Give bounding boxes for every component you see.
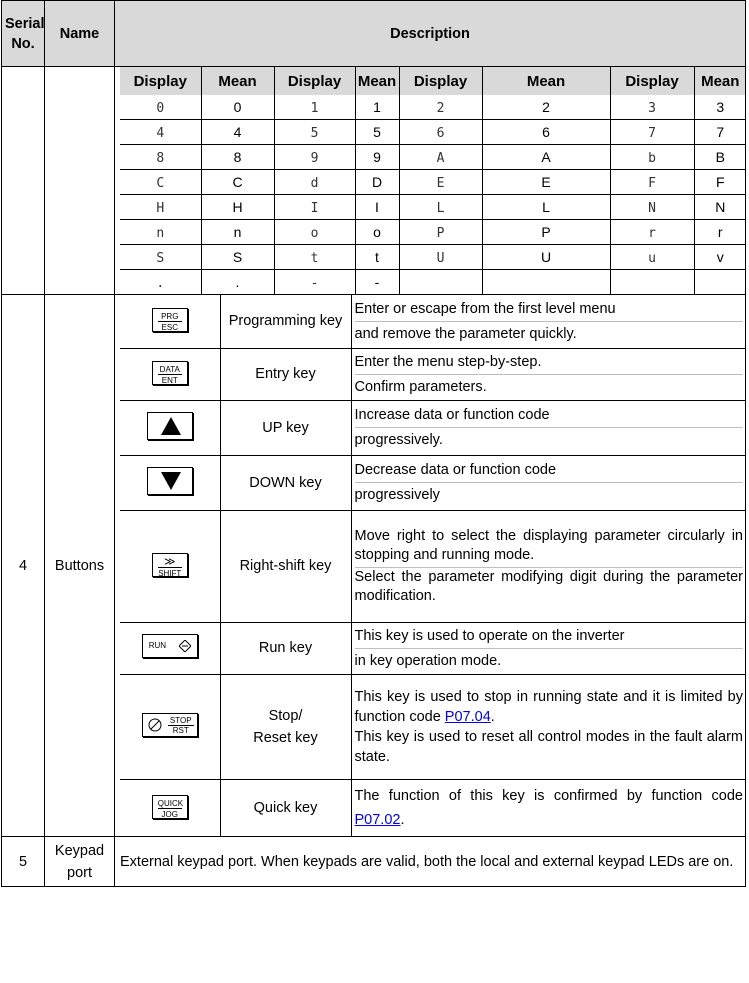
display-cell: L xyxy=(399,195,482,220)
stop-rst-key-icon: STOP RST xyxy=(142,713,198,737)
display-cell: 1 xyxy=(274,95,355,120)
mean-cell: I xyxy=(355,195,399,220)
display-row xyxy=(120,195,746,220)
key-icon-cell xyxy=(120,348,220,400)
display-cell: N xyxy=(610,195,694,220)
mean-cell: B xyxy=(694,145,746,170)
empty-serial-cell xyxy=(2,67,45,295)
header-serial-no: Serial No. xyxy=(2,1,45,67)
display-cell: - xyxy=(274,270,355,295)
empty-name-cell xyxy=(45,67,115,295)
mean-cell: A xyxy=(482,145,610,170)
mean-cell: S xyxy=(201,245,274,270)
display-cell: I xyxy=(274,195,355,220)
display-cell: . xyxy=(120,270,201,295)
key-desc-entry: Enter the menu step-by-step. Confirm parameters. xyxy=(351,348,746,400)
key-icon-cell xyxy=(120,455,220,510)
mean-cell: 8 xyxy=(201,145,274,170)
display-cell: 5 xyxy=(274,120,355,145)
key-row-up xyxy=(120,400,746,455)
mean-header: Mean xyxy=(201,67,274,95)
display-cell: 0 xyxy=(120,95,201,120)
mean-cell: L xyxy=(482,195,610,220)
key-desc-quick: The function of this key is confirmed by function code P07.02. xyxy=(351,779,746,836)
key-row-quick xyxy=(120,779,746,836)
display-cell: n xyxy=(120,220,201,245)
down-arrow-icon xyxy=(147,467,193,495)
display-header: Display xyxy=(120,67,201,95)
prg-esc-key-icon: $\frac{\text{PRG}}{\text{ESC}}$ xyxy=(152,308,188,332)
display-cell: 8 xyxy=(120,145,201,170)
display-cell: r xyxy=(610,220,694,245)
run-key-icon: RUN xyxy=(142,634,198,658)
mean-header: Mean xyxy=(482,67,610,95)
display-cell: E xyxy=(399,170,482,195)
key-icon-cell xyxy=(120,510,220,622)
key-name-down: DOWN key xyxy=(220,455,351,510)
key-row-stop xyxy=(120,674,746,779)
display-cell: 3 xyxy=(610,95,694,120)
shift-key-icon: $\frac{≫}{\text{SHIFT}}$ xyxy=(152,553,188,577)
keypad-port-description: External keypad port. When keypads are valid, both the local and external keypad LEDs are on. xyxy=(115,837,746,887)
mean-header: Mean xyxy=(355,67,399,95)
display-row xyxy=(120,270,746,295)
serial-5: 5 xyxy=(2,837,45,887)
key-desc-down: Decrease data or function code progressively xyxy=(351,455,746,510)
mean-cell xyxy=(482,270,610,295)
display-cell: S xyxy=(120,245,201,270)
quick-jog-key-icon: $\frac{\text{QUICK}}{\text{JOG}}$ xyxy=(152,795,188,819)
mean-cell: 5 xyxy=(355,120,399,145)
mean-cell: . xyxy=(201,270,274,295)
key-desc-up: Increase data or function code progressively. xyxy=(351,400,746,455)
mean-cell: 9 xyxy=(355,145,399,170)
mean-cell: v xyxy=(694,245,746,270)
display-cell: 4 xyxy=(120,120,201,145)
key-icon-cell xyxy=(120,779,220,836)
mean-cell: N xyxy=(694,195,746,220)
display-cell: t xyxy=(274,245,355,270)
link-p07-04[interactable]: P07.04 xyxy=(444,708,491,725)
buttons-table xyxy=(120,295,746,836)
key-desc-stop: This key is used to stop in running state and it is limited by function code P07.04. This key is used to reset all control modes in the fault alarm state. xyxy=(351,674,746,779)
diamond-icon xyxy=(179,640,191,652)
key-name-run: Run key xyxy=(220,622,351,674)
mean-cell: C xyxy=(201,170,274,195)
data-ent-key-icon: $\frac{\text{DATA}}{\text{ENT}}$ xyxy=(152,361,188,385)
display-header: Display xyxy=(399,67,482,95)
link-p07-02[interactable]: P07.02 xyxy=(354,811,401,828)
mean-cell: 6 xyxy=(482,120,610,145)
key-icon-cell xyxy=(120,674,220,779)
display-row xyxy=(120,245,746,270)
key-icon-cell xyxy=(120,400,220,455)
display-cell: A xyxy=(399,145,482,170)
mean-cell: U xyxy=(482,245,610,270)
key-desc-shift: Move right to select the displaying parameter circularly in stopping and running mode. Select the parameter modifying digit during the parameter modification. xyxy=(351,510,746,622)
name-buttons: Buttons xyxy=(45,295,115,837)
mean-cell: 0 xyxy=(201,95,274,120)
key-row-programming xyxy=(120,295,746,348)
mean-header: Mean xyxy=(694,67,746,95)
header-description: Description xyxy=(115,1,746,67)
mean-cell: t xyxy=(355,245,399,270)
display-row xyxy=(120,220,746,245)
key-icon-cell xyxy=(120,295,220,348)
key-row-shift xyxy=(120,510,746,622)
key-desc-programming: Enter or escape from the first level menu and remove the parameter quickly. xyxy=(351,295,746,348)
mean-cell: 7 xyxy=(694,120,746,145)
key-name-up: UP key xyxy=(220,400,351,455)
up-arrow-icon xyxy=(147,412,193,440)
mean-cell: 3 xyxy=(694,95,746,120)
display-cell: C xyxy=(120,170,201,195)
display-row xyxy=(120,120,746,145)
header-name: Name xyxy=(45,1,115,67)
keypad-description-table xyxy=(1,0,746,887)
display-cell: d xyxy=(274,170,355,195)
mean-cell: H xyxy=(201,195,274,220)
key-name-stop: Stop/ Reset key xyxy=(220,674,351,779)
display-cell: o xyxy=(274,220,355,245)
mean-cell: D xyxy=(355,170,399,195)
key-icon-cell xyxy=(120,622,220,674)
mean-cell: 4 xyxy=(201,120,274,145)
display-cell: 6 xyxy=(399,120,482,145)
display-row xyxy=(120,145,746,170)
display-cell: 2 xyxy=(399,95,482,120)
buttons-cell xyxy=(115,295,746,837)
display-header: Display xyxy=(610,67,694,95)
display-row xyxy=(120,95,746,120)
display-cell: P xyxy=(399,220,482,245)
key-name-shift: Right-shift key xyxy=(220,510,351,622)
display-row xyxy=(120,170,746,195)
key-name-programming: Programming key xyxy=(220,295,351,348)
serial-4: 4 xyxy=(2,295,45,837)
key-row-entry xyxy=(120,348,746,400)
key-desc-run: This key is used to operate on the inverter in key operation mode. xyxy=(351,622,746,674)
display-cell: H xyxy=(120,195,201,220)
key-name-quick: Quick key xyxy=(220,779,351,836)
display-header: Display xyxy=(274,67,355,95)
display-cell xyxy=(610,270,694,295)
name-keypad-port: Keypad port xyxy=(45,837,115,887)
mean-cell: o xyxy=(355,220,399,245)
mean-cell: E xyxy=(482,170,610,195)
mean-cell xyxy=(694,270,746,295)
mean-cell: r xyxy=(694,220,746,245)
display-cell: U xyxy=(399,245,482,270)
display-table-cell xyxy=(115,67,746,295)
key-row-down xyxy=(120,455,746,510)
key-row-run xyxy=(120,622,746,674)
mean-cell: - xyxy=(355,270,399,295)
stop-icon xyxy=(148,718,162,732)
mean-cell: n xyxy=(201,220,274,245)
key-name-entry: Entry key xyxy=(220,348,351,400)
mean-cell: 2 xyxy=(482,95,610,120)
mean-cell: F xyxy=(694,170,746,195)
display-cell xyxy=(399,270,482,295)
display-cell: F xyxy=(610,170,694,195)
display-cell: 9 xyxy=(274,145,355,170)
display-cell: b xyxy=(610,145,694,170)
display-cell: u xyxy=(610,245,694,270)
display-mean-table xyxy=(120,67,746,294)
display-cell: 7 xyxy=(610,120,694,145)
mean-cell: 1 xyxy=(355,95,399,120)
mean-cell: P xyxy=(482,220,610,245)
